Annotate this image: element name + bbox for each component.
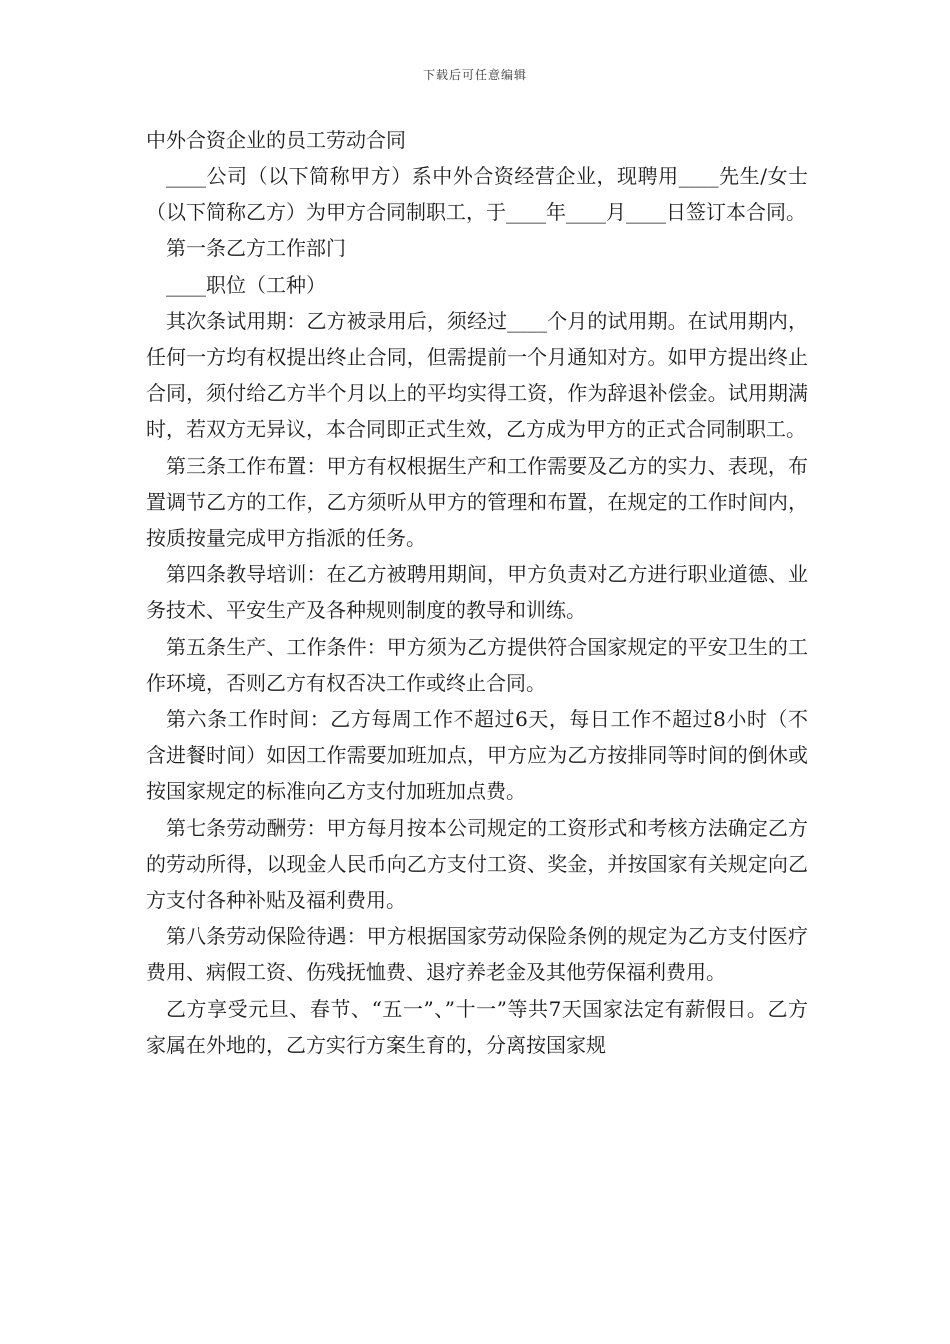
paragraph-article-7: 第七条劳动酬劳：甲方每月按本公司规定的工资形式和考核方法确定乙方的劳动所得，以现金人民币向乙方支付工资、奖金，并按国家有关规定向乙方支付各种补贴及福利费用。 xyxy=(146,815,808,913)
document-title: 中外合资企业的员工劳动合同 xyxy=(146,128,406,152)
paragraph-article-1: 第一条乙方工作部门 xyxy=(166,236,346,261)
paragraph-article-6: 第六条工作时间：乙方每周工作不超过6天，每日工作不超过8小时（不含进餐时间）如因工作需要加班加点，甲方应为乙方按排同等时间的倒休或按国家规定的标准向乙方支付加班加点费。 xyxy=(146,707,808,804)
document-body xyxy=(146,158,808,1063)
paragraph-article-4: 第四条教导培训：在乙方被聘用期间，甲方负责对乙方进行职业道德、业务技术、平安生产及各种规则制度的教导和训练。 xyxy=(146,562,808,623)
paragraph-article-5: 第五条生产、工作条件：甲方须为乙方提供符合国家规定的平安卫生的工作环境，否则乙方有权否决工作或终止合同。 xyxy=(146,634,808,695)
paragraph-article-3: 第三条工作布置：甲方有权根据生产和工作需要及乙方的实力、表现，布置调节乙方的工作，乙方须听从甲方的管理和布置，在规定的工作时间内，按质按量完成甲方指派的任务。 xyxy=(146,453,808,551)
paragraph-preamble: ____公司（以下简称甲方）系中外合资经营企业，现聘用____先生/女士（以下简称乙方）为甲方合同制职工，于____年____月____日签订本合同。 xyxy=(146,164,808,225)
paragraph-position: ____职位（工种） xyxy=(166,272,326,297)
paragraph-holidays: 乙方享受元旦、春节、“五一”、”十一”等共7天国家法定有薪假日。乙方家属在外地的，乙方实行方案生育的，分离按国家规 xyxy=(146,996,808,1057)
page-header-note: 下载后可任意编辑 xyxy=(422,68,527,82)
paragraph-article-8: 第八条劳动保险待遇：甲方根据国家劳动保险条例的规定为乙方支付医疗费用、病假工资、伤残抚恤费、退疗养老金及其他劳保福利费用。 xyxy=(146,924,808,985)
paragraph-article-2: 其次条试用期：乙方被录用后，须经过____个月的试用期。在试用期内，任何一方均有权提出终止合同，但需提前一个月通知对方。如甲方提出终止合同，须付给乙方半个月以上的平均实得工资，作为辞退补偿金。试用期满时，若双方无异议，本合同即正式生效，乙方成为甲方的正式合同制职工。 xyxy=(146,308,808,442)
